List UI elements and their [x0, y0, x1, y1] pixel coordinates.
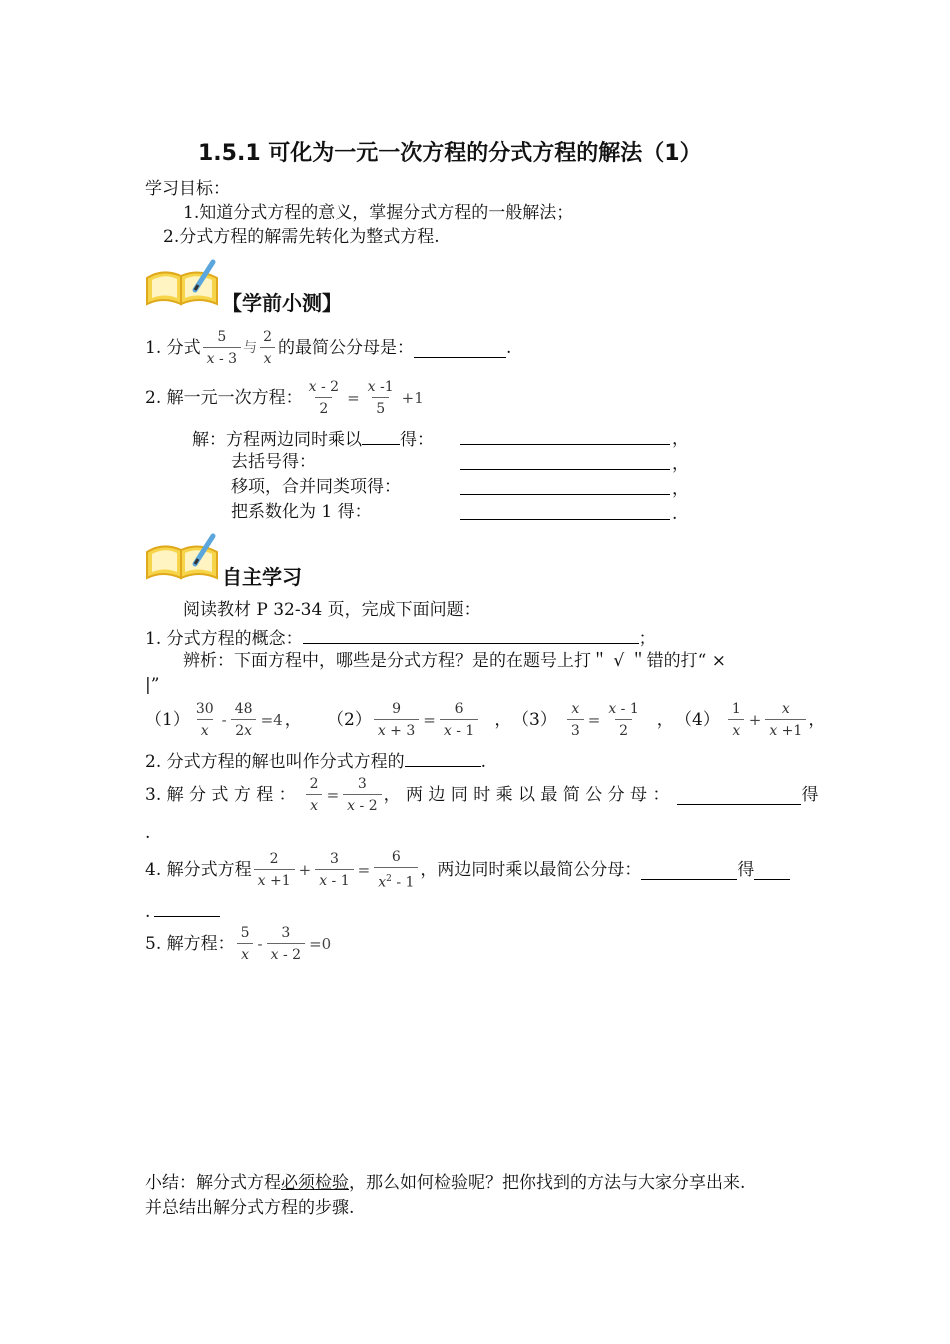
answer-blank[interactable]: [677, 786, 801, 805]
pretest-q2: 2. 解一元一次方程： $\frac{x - 2}{2}$ = $\frac{x -1}{5}$ +1: [145, 379, 424, 417]
pretest-q1: [145, 326, 511, 370]
equation-label: （1）: [145, 710, 190, 730]
fraction: $\frac{x -1}{5}$: [367, 379, 394, 417]
q1-suffix: 的最简公分母是：: [278, 338, 414, 358]
solve-step-3: 移项，合并同类项得：: [231, 477, 401, 497]
open-book-icon: [143, 530, 221, 582]
page-title: 1.5.1 可化为一元一次方程的分式方程的解法（1）: [198, 141, 702, 166]
q2-prefix: 2. 解一元一次方程：: [145, 388, 303, 408]
q3-label: 3. 解 分 式 方 程 ：: [145, 785, 296, 805]
period: .: [480, 752, 487, 772]
selfstudy-q3: 3. 解 分 式 方 程 ： $\frac{2}{x}$ = $\frac{3}{x - 2}$ ， 两 边 同 时 乘 以 最 简 公 分 母 ： 得: [145, 776, 819, 814]
period: .: [145, 902, 151, 922]
answer-blank[interactable]: [405, 748, 481, 767]
q2-label: 2. 分式方程的解也叫作分式方程的: [145, 752, 405, 772]
solve-step-4: 把系数化为 1 得：: [231, 502, 372, 522]
equation-1[interactable]: （1） $\frac{30}{x}$ - $\frac{48}{2x}$ =4 ，: [145, 701, 302, 739]
answer-blank[interactable]: [460, 426, 670, 445]
equation-label: （4）: [675, 710, 720, 730]
summary-line-2: 并总结出解分式方程的步骤.: [145, 1198, 355, 1218]
answer-blank[interactable]: [754, 861, 790, 880]
summary-line-1: [145, 1172, 745, 1194]
answer-blank[interactable]: [414, 339, 506, 358]
equation-3[interactable]: （3） $\frac{x}{3}$ = $\frac{x - 1}{2}$ ，: [512, 701, 674, 739]
solve-step-2: 去括号得：: [231, 452, 316, 472]
equation-label: （3）: [512, 710, 557, 730]
section-heading-selfstudy: 自主学习: [222, 565, 302, 589]
discrimination-prompt-cont: |”: [145, 675, 160, 695]
summary-prefix: 小结：解分式方程: [145, 1173, 281, 1193]
answer-blank[interactable]: [154, 898, 220, 917]
q3-middle: ， 两 边 同 时 乘 以 最 简 公 分 母 ：: [383, 785, 670, 805]
open-book-icon: [143, 256, 221, 308]
summary-emphasis: 必须检验: [281, 1173, 349, 1193]
selfstudy-q2: [145, 748, 486, 773]
selfstudy-q4: 4. 解分式方程 $\frac{2}{x +1}$ + $\frac{3}{x - 1}$ = $\frac{6}{x^2 - 1}$ ，两边同时乘以最简公分母： 得: [145, 848, 790, 892]
selfstudy-q5: 5. 解方程： $\frac{5}{x}$ - $\frac{3}{x - 2}$ =0: [145, 925, 332, 963]
selfstudy-q1: [145, 625, 656, 650]
objectives-heading: 学习目标：: [145, 179, 230, 199]
comma: ，: [672, 454, 689, 474]
reading-instruction: 阅读教材 P 32-34 页，完成下面问题：: [183, 600, 481, 620]
summary-rest: ，那么如何检验呢？把你找到的方法与大家分享出来.: [349, 1173, 746, 1193]
q1-end: .: [506, 338, 512, 358]
q1-joiner: 与: [243, 340, 258, 356]
q4-continuation: [145, 898, 220, 923]
q1-label: 1. 分式方程的概念：: [145, 629, 303, 649]
fraction: $\frac{x - 2}{2}$: [308, 379, 340, 417]
answer-blank[interactable]: [362, 426, 400, 445]
period: .: [145, 823, 151, 843]
answer-blank[interactable]: [303, 625, 639, 644]
equation-label: （2）: [327, 710, 372, 730]
solve-get: 得：: [400, 430, 434, 450]
fraction: $\frac{2}{x}$: [259, 328, 276, 368]
answer-blank[interactable]: [641, 861, 737, 880]
equation-2[interactable]: （2） $\frac{9}{x + 3}$ = $\frac{6}{x - 1}$ ，: [327, 701, 512, 739]
fraction: $\frac{5}{x - 3}$: [203, 328, 241, 368]
answer-blank[interactable]: [460, 451, 670, 470]
answer-blank[interactable]: [460, 501, 670, 520]
objective-item-2: 2.分式方程的解需先转化为整式方程.: [163, 227, 440, 247]
solve-label: 解：方程两边同时乘以: [192, 430, 362, 450]
equation-4[interactable]: （4） $\frac{1}{x}$ + $\frac{x}{x +1}$ ，: [675, 701, 826, 739]
comma: ，: [672, 429, 689, 449]
semicolon: ；: [638, 629, 656, 649]
q4-label: 4. 解分式方程: [145, 860, 252, 880]
section-heading-pretest: 【学前小测】: [222, 291, 342, 315]
q4-middle: ，两边同时乘以最简公分母：: [420, 860, 642, 880]
comma: ，: [672, 479, 689, 499]
q1-prefix: 1. 分式: [145, 338, 201, 358]
solve-step-1: [192, 426, 434, 451]
period: .: [672, 504, 678, 524]
answer-blank[interactable]: [460, 476, 670, 495]
objective-item-1: 1.知道分式方程的意义，掌握分式方程的一般解法；: [183, 203, 574, 223]
q4-end: 得: [737, 860, 755, 880]
discrimination-prompt: 辨析：下面方程中，哪些是分式方程？是的在题号上打＂ √ ＂错的打“ ×: [183, 651, 726, 671]
q5-label: 5. 解方程：: [145, 934, 235, 954]
q3-end: 得: [801, 785, 819, 805]
